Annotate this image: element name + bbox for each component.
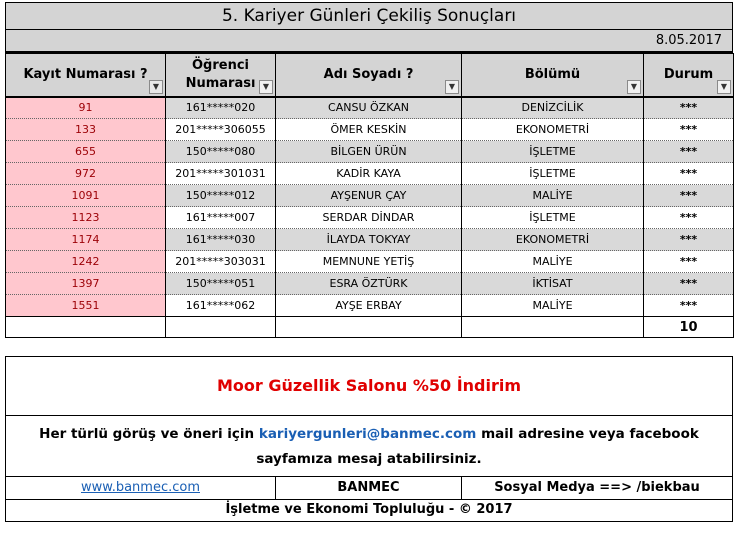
total-row — [6, 317, 734, 338]
cell-ogrenci-no[interactable]: 161*****020 — [166, 97, 276, 119]
cell-durum[interactable]: *** — [644, 163, 734, 185]
cell-kayit[interactable]: 655 — [6, 141, 166, 163]
cell-ogrenci-no[interactable]: 201*****301031 — [166, 163, 276, 185]
filter-dropdown-icon[interactable]: ▼ — [627, 80, 641, 94]
website-link[interactable]: www.banmec.com — [6, 477, 276, 499]
cell-durum[interactable]: *** — [644, 273, 734, 295]
header-kayit-label: Kayıt Numarası ? — [23, 66, 148, 82]
cell-durum[interactable]: *** — [644, 97, 734, 119]
cell-bolum[interactable]: MALİYE — [462, 295, 644, 317]
table-row — [6, 97, 734, 119]
header-ogrenci-line2: Numarası — [185, 75, 256, 91]
advertisement: Moor Güzellik Salonu %50 İndirim — [6, 357, 732, 416]
date-bar — [5, 30, 733, 53]
contact-email[interactable]: kariyergunleri@banmec.com — [258, 426, 477, 442]
cell-ogrenci-no[interactable]: 201*****303031 — [166, 251, 276, 273]
cell-ad-soyad[interactable]: KADİR KAYA — [276, 163, 462, 185]
contact-info — [6, 416, 732, 477]
header-durum — [644, 54, 734, 97]
header-bolum — [462, 54, 644, 97]
cell-kayit[interactable]: 1174 — [6, 229, 166, 251]
footer-credit: İşletme ve Ekonomi Topluluğu - © 2017 — [225, 502, 513, 517]
cell-ogrenci-no[interactable]: 150*****051 — [166, 273, 276, 295]
cell-durum[interactable]: *** — [644, 207, 734, 229]
cell-ad-soyad[interactable]: BİLGEN ÜRÜN — [276, 141, 462, 163]
cell-durum[interactable]: *** — [644, 119, 734, 141]
header-ogrenci — [166, 54, 276, 97]
table-row — [6, 119, 734, 141]
cell-kayit[interactable]: 1397 — [6, 273, 166, 295]
header-ad-label: Adı Soyadı ? — [323, 66, 414, 82]
header-ogrenci-line1: Öğrenci — [191, 57, 249, 73]
cell-durum[interactable]: *** — [644, 185, 734, 207]
cell-ad-soyad[interactable]: ÖMER KESKİN — [276, 119, 462, 141]
table-row — [6, 141, 734, 163]
cell-ogrenci-no[interactable]: 161*****007 — [166, 207, 276, 229]
cell-ad-soyad[interactable]: MEMNUNE YETİŞ — [276, 251, 462, 273]
brand-name: BANMEC — [276, 477, 462, 499]
contact-line-1 — [6, 422, 732, 447]
table-row — [6, 251, 734, 273]
cell-bolum[interactable]: İKTİSAT — [462, 273, 644, 295]
cell-bolum[interactable]: İŞLETME — [462, 141, 644, 163]
filter-dropdown-icon[interactable]: ▼ — [717, 80, 731, 94]
empty-cell[interactable] — [276, 317, 462, 338]
cell-kayit[interactable]: 1551 — [6, 295, 166, 317]
empty-cell[interactable] — [462, 317, 644, 338]
filter-active-icon[interactable]: ▼ — [149, 80, 163, 94]
cell-durum[interactable]: *** — [644, 141, 734, 163]
cell-bolum[interactable]: İŞLETME — [462, 163, 644, 185]
contact-text-pre: Her türlü görüş ve öneri için — [39, 426, 259, 442]
table-row — [6, 295, 734, 317]
header-kayit — [6, 54, 166, 97]
cell-durum[interactable]: *** — [644, 229, 734, 251]
header-bolum-label: Bölümü — [524, 66, 581, 82]
cell-ad-soyad[interactable]: ESRA ÖZTÜRK — [276, 273, 462, 295]
cell-kayit[interactable]: 1123 — [6, 207, 166, 229]
cell-durum[interactable]: *** — [644, 251, 734, 273]
cell-ad-soyad[interactable]: AYŞENUR ÇAY — [276, 185, 462, 207]
filter-dropdown-icon[interactable]: ▼ — [259, 80, 273, 94]
table-row — [6, 273, 734, 295]
filter-dropdown-icon[interactable]: ▼ — [445, 80, 459, 94]
info-panel — [5, 356, 733, 522]
draw-date: 8.05.2017 — [655, 33, 722, 48]
cell-kayit[interactable]: 1091 — [6, 185, 166, 207]
cell-ogrenci-no[interactable]: 150*****080 — [166, 141, 276, 163]
cell-ogrenci-no[interactable]: 150*****012 — [166, 185, 276, 207]
contact-text-post: mail adresine veya facebook — [476, 426, 699, 442]
results-table — [5, 53, 734, 338]
results-sheet — [5, 2, 733, 338]
cell-ogrenci-no[interactable]: 161*****062 — [166, 295, 276, 317]
links-row — [6, 477, 732, 500]
contact-line-2: sayfamıza mesaj atabilirsiniz. — [256, 451, 482, 467]
cell-ogrenci-no[interactable]: 161*****030 — [166, 229, 276, 251]
cell-bolum[interactable]: MALİYE — [462, 251, 644, 273]
social-media: Sosyal Medya ==> /biekbau — [494, 480, 700, 495]
cell-ad-soyad[interactable]: CANSU ÖZKAN — [276, 97, 462, 119]
cell-bolum[interactable]: EKONOMETRİ — [462, 229, 644, 251]
cell-ad-soyad[interactable]: İLAYDA TOKYAY — [276, 229, 462, 251]
cell-durum[interactable]: *** — [644, 295, 734, 317]
empty-cell[interactable] — [6, 317, 166, 338]
table-row — [6, 185, 734, 207]
cell-ad-soyad[interactable]: SERDAR DİNDAR — [276, 207, 462, 229]
table-row — [6, 163, 734, 185]
cell-bolum[interactable]: İŞLETME — [462, 207, 644, 229]
cell-bolum[interactable]: MALİYE — [462, 185, 644, 207]
header-durum-label: Durum — [663, 66, 714, 82]
cell-kayit[interactable]: 133 — [6, 119, 166, 141]
empty-cell[interactable] — [166, 317, 276, 338]
sheet-title: 5. Kariyer Günleri Çekiliş Sonuçları — [5, 2, 733, 30]
cell-kayit[interactable]: 91 — [6, 97, 166, 119]
cell-kayit[interactable]: 1242 — [6, 251, 166, 273]
cell-ogrenci-no[interactable]: 201*****306055 — [166, 119, 276, 141]
cell-ad-soyad[interactable]: AYŞE ERBAY — [276, 295, 462, 317]
cell-bolum[interactable]: DENİZCİLİK — [462, 97, 644, 119]
header-ad — [276, 54, 462, 97]
table-row — [6, 207, 734, 229]
table-row — [6, 229, 734, 251]
cell-kayit[interactable]: 972 — [6, 163, 166, 185]
total-count[interactable]: 10 — [644, 317, 734, 338]
cell-bolum[interactable]: EKONOMETRİ — [462, 119, 644, 141]
